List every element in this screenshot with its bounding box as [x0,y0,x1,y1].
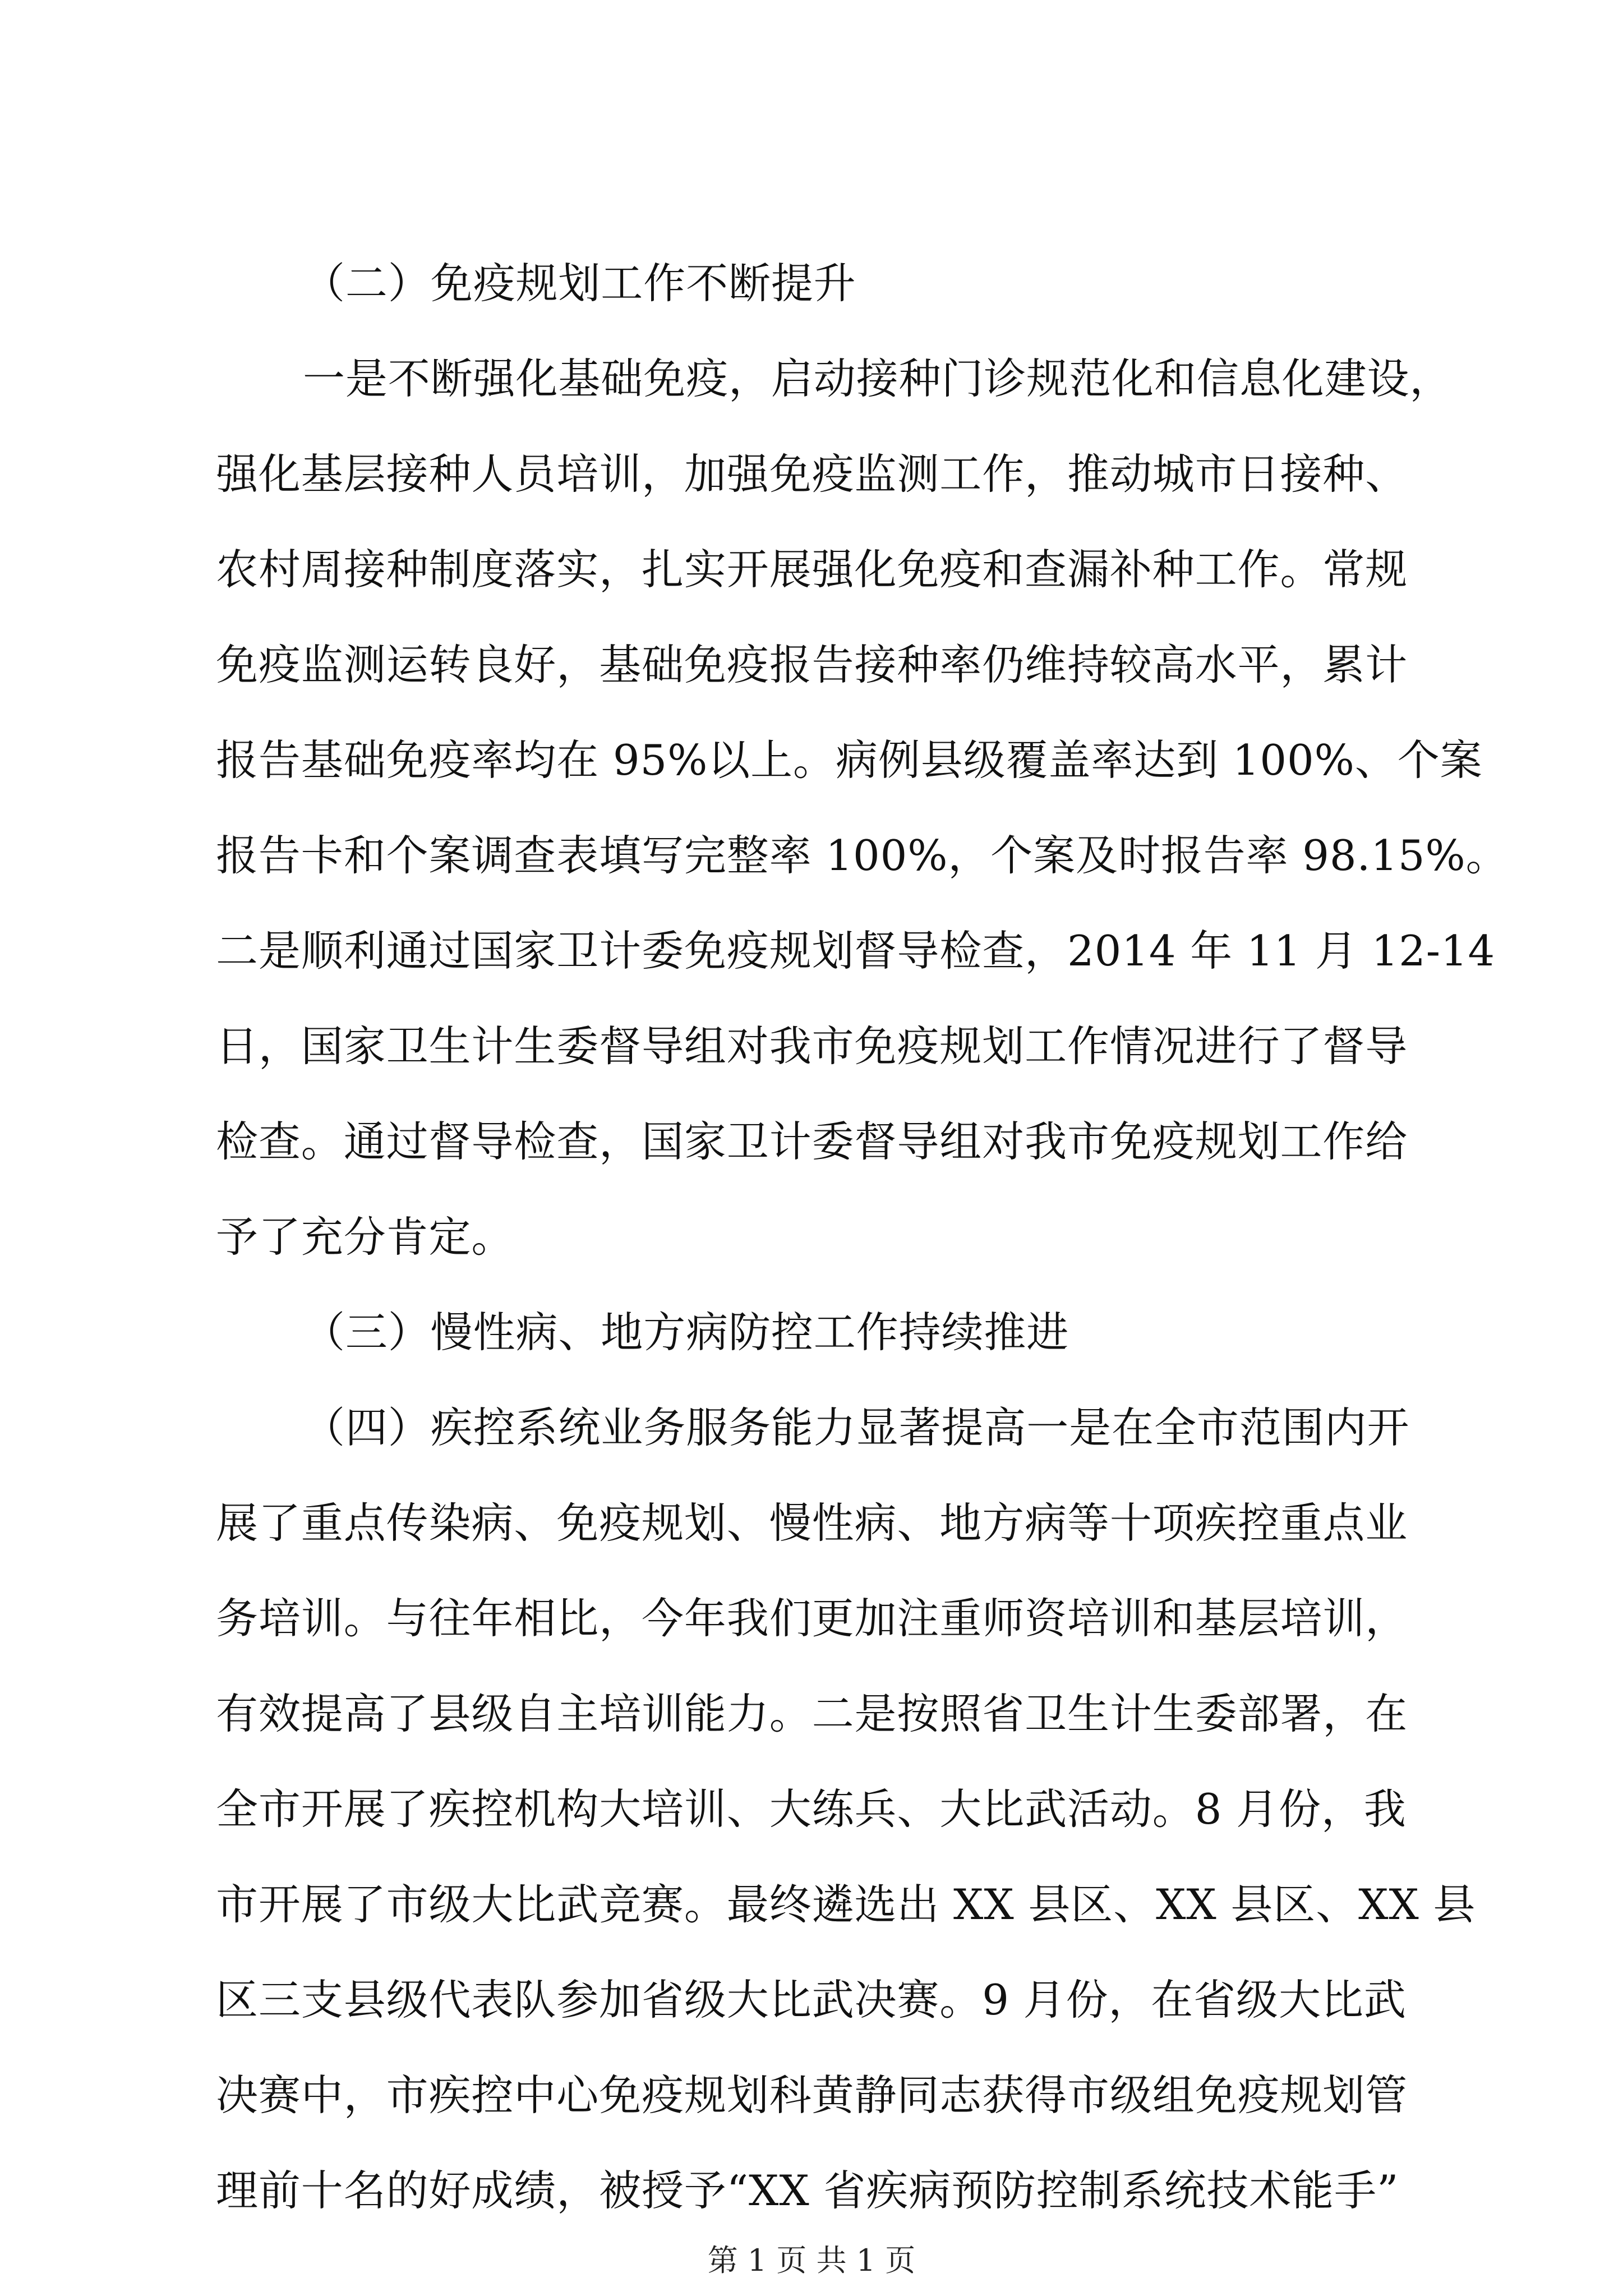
section-heading-2: （二）免疫规划工作不断提升 [303,259,856,308]
text-line: 全市开展了疾控机构大培训、大练兵、大比武活动。8 月份，我 [216,1784,1407,1834]
text-line: 予了充分肯定。 [216,1212,514,1262]
section-heading-4: （四）疾控系统业务服务能力显著提高一是在全市范围内开 [303,1403,1410,1452]
section-heading-3: （三）慢性病、地方病防控工作持续推进 [303,1308,1069,1357]
page-footer: 第 1 页 共 1 页 [707,2243,916,2278]
text-line: 务培训。与往年相比，今年我们更加注重师资培训和基层培训， [216,1594,1408,1643]
text-line: 日，国家卫生计生委督导组对我市免疫规划工作情况进行了督导 [216,1022,1408,1071]
text-line: 决赛中，市疾控中心免疫规划科黄静同志获得市级组免疫规划管 [216,2070,1408,2120]
text-line: 区三支县级代表队参加省级大比武决赛。9 月份，在省级大比武 [216,1975,1407,2024]
text-line: 一是不断强化基础免疫，启动接种门诊规范化和信息化建设， [303,354,1453,403]
text-line: 有效提高了县级自主培训能力。二是按照省卫生计生委部署，在 [216,1689,1408,1738]
text-line: 免疫监测运转良好，基础免疫报告接种率仍维持较高水平，累计 [216,640,1408,689]
text-line: 市开展了市级大比武竞赛。最终遴选出 XX 县区、XX 县区、XX 县 [216,1880,1476,1929]
text-line: 理前十名的好成绩，被授予“XX 省疾病预防控制系统技术能手” [216,2166,1399,2215]
text-line: 检查。通过督导检查，国家卫计委督导组对我市免疫规划工作给 [216,1117,1408,1166]
text-line: 二是顺利通过国家卫计委免疫规划督导检查，2014 年 11 月 12-14 [216,926,1496,976]
text-line: 强化基层接种人员培训，加强免疫监测工作，推动城市日接种、 [216,449,1408,499]
text-line: 农村周接种制度落实，扎实开展强化免疫和查漏补种工作。常规 [216,545,1408,594]
text-line: 报告基础免疫率均在 95%以上。病例县级覆盖率达到 100%、个案 [216,735,1483,785]
text-line: 报告卡和个案调查表填写完整率 100%，个案及时报告率 98.15%。 [216,831,1509,880]
text-line: 展了重点传染病、免疫规划、慢性病、地方病等十项疾控重点业 [216,1498,1408,1548]
